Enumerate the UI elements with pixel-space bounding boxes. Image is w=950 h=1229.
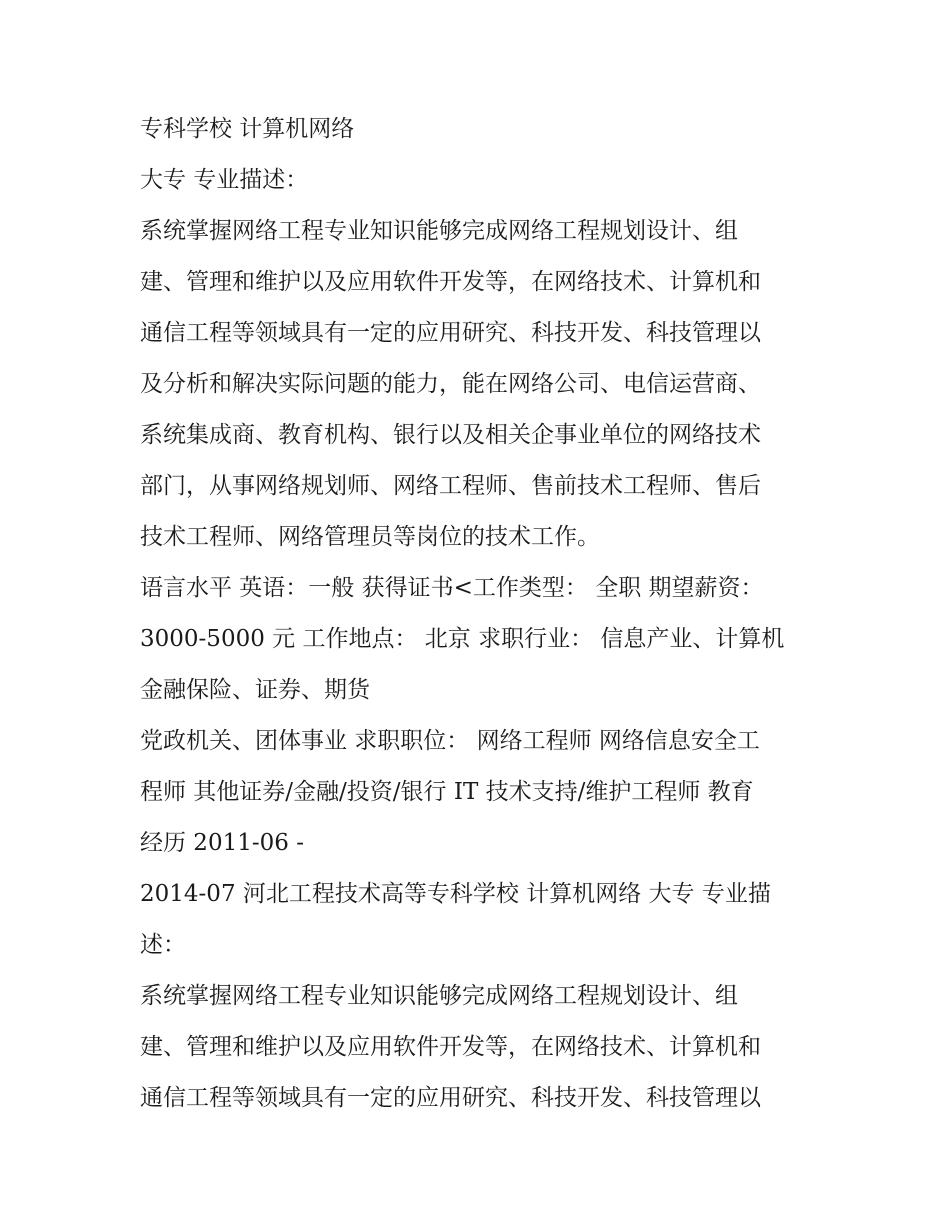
text-line: 技术工程师、网络管理员等岗位的技术工作。 xyxy=(140,524,600,550)
text-line: 程师 其他证券/金融/投资/银行 IT 技术支持/维护工程师 教育 xyxy=(140,779,754,805)
text-line: 通信工程等领域具有一定的应用研究、科技开发、科技管理以 xyxy=(140,320,761,346)
text-line: 部门，从事网络规划师、网络工程师、售前技术工程师、售后 xyxy=(140,473,761,499)
text-line: 金融保险、证券、期货 xyxy=(140,677,370,703)
text-line: 建、管理和维护以及应用软件开发等，在网络技术、计算机和 xyxy=(140,1034,761,1060)
text-line: 3000-5000 元 工作地点： 北京 求职行业： 信息产业、计算机 xyxy=(140,626,785,652)
text-line: 党政机关、团体事业 求职职位： 网络工程师 网络信息安全工 xyxy=(140,728,760,754)
text-line: 2014-07 河北工程技术高等专科学校 计算机网络 大专 专业描 xyxy=(140,881,771,907)
text-line: 通信工程等领域具有一定的应用研究、科技开发、科技管理以 xyxy=(140,1085,761,1111)
text-line: 专科学校 计算机网络 xyxy=(140,116,355,142)
text-line: 语言水平 英语：一般 获得证书<工作类型： 全职 期望薪资： xyxy=(140,575,764,601)
resume-text-block xyxy=(140,104,820,1124)
text-line: 系统掌握网络工程专业知识能够完成网络工程规划设计、组 xyxy=(140,983,738,1009)
text-line: 及分析和解决实际问题的能力，能在网络公司、电信运营商、 xyxy=(140,371,761,397)
text-line: 大专 专业描述： xyxy=(140,167,309,193)
text-line: 建、管理和维护以及应用软件开发等，在网络技术、计算机和 xyxy=(140,269,761,295)
text-line: 经历 2011-06 - xyxy=(140,830,304,856)
text-line: 系统集成商、教育机构、银行以及相关企事业单位的网络技术 xyxy=(140,422,761,448)
text-line: 系统掌握网络工程专业知识能够完成网络工程规划设计、组 xyxy=(140,218,738,244)
text-line: 述： xyxy=(140,932,186,958)
